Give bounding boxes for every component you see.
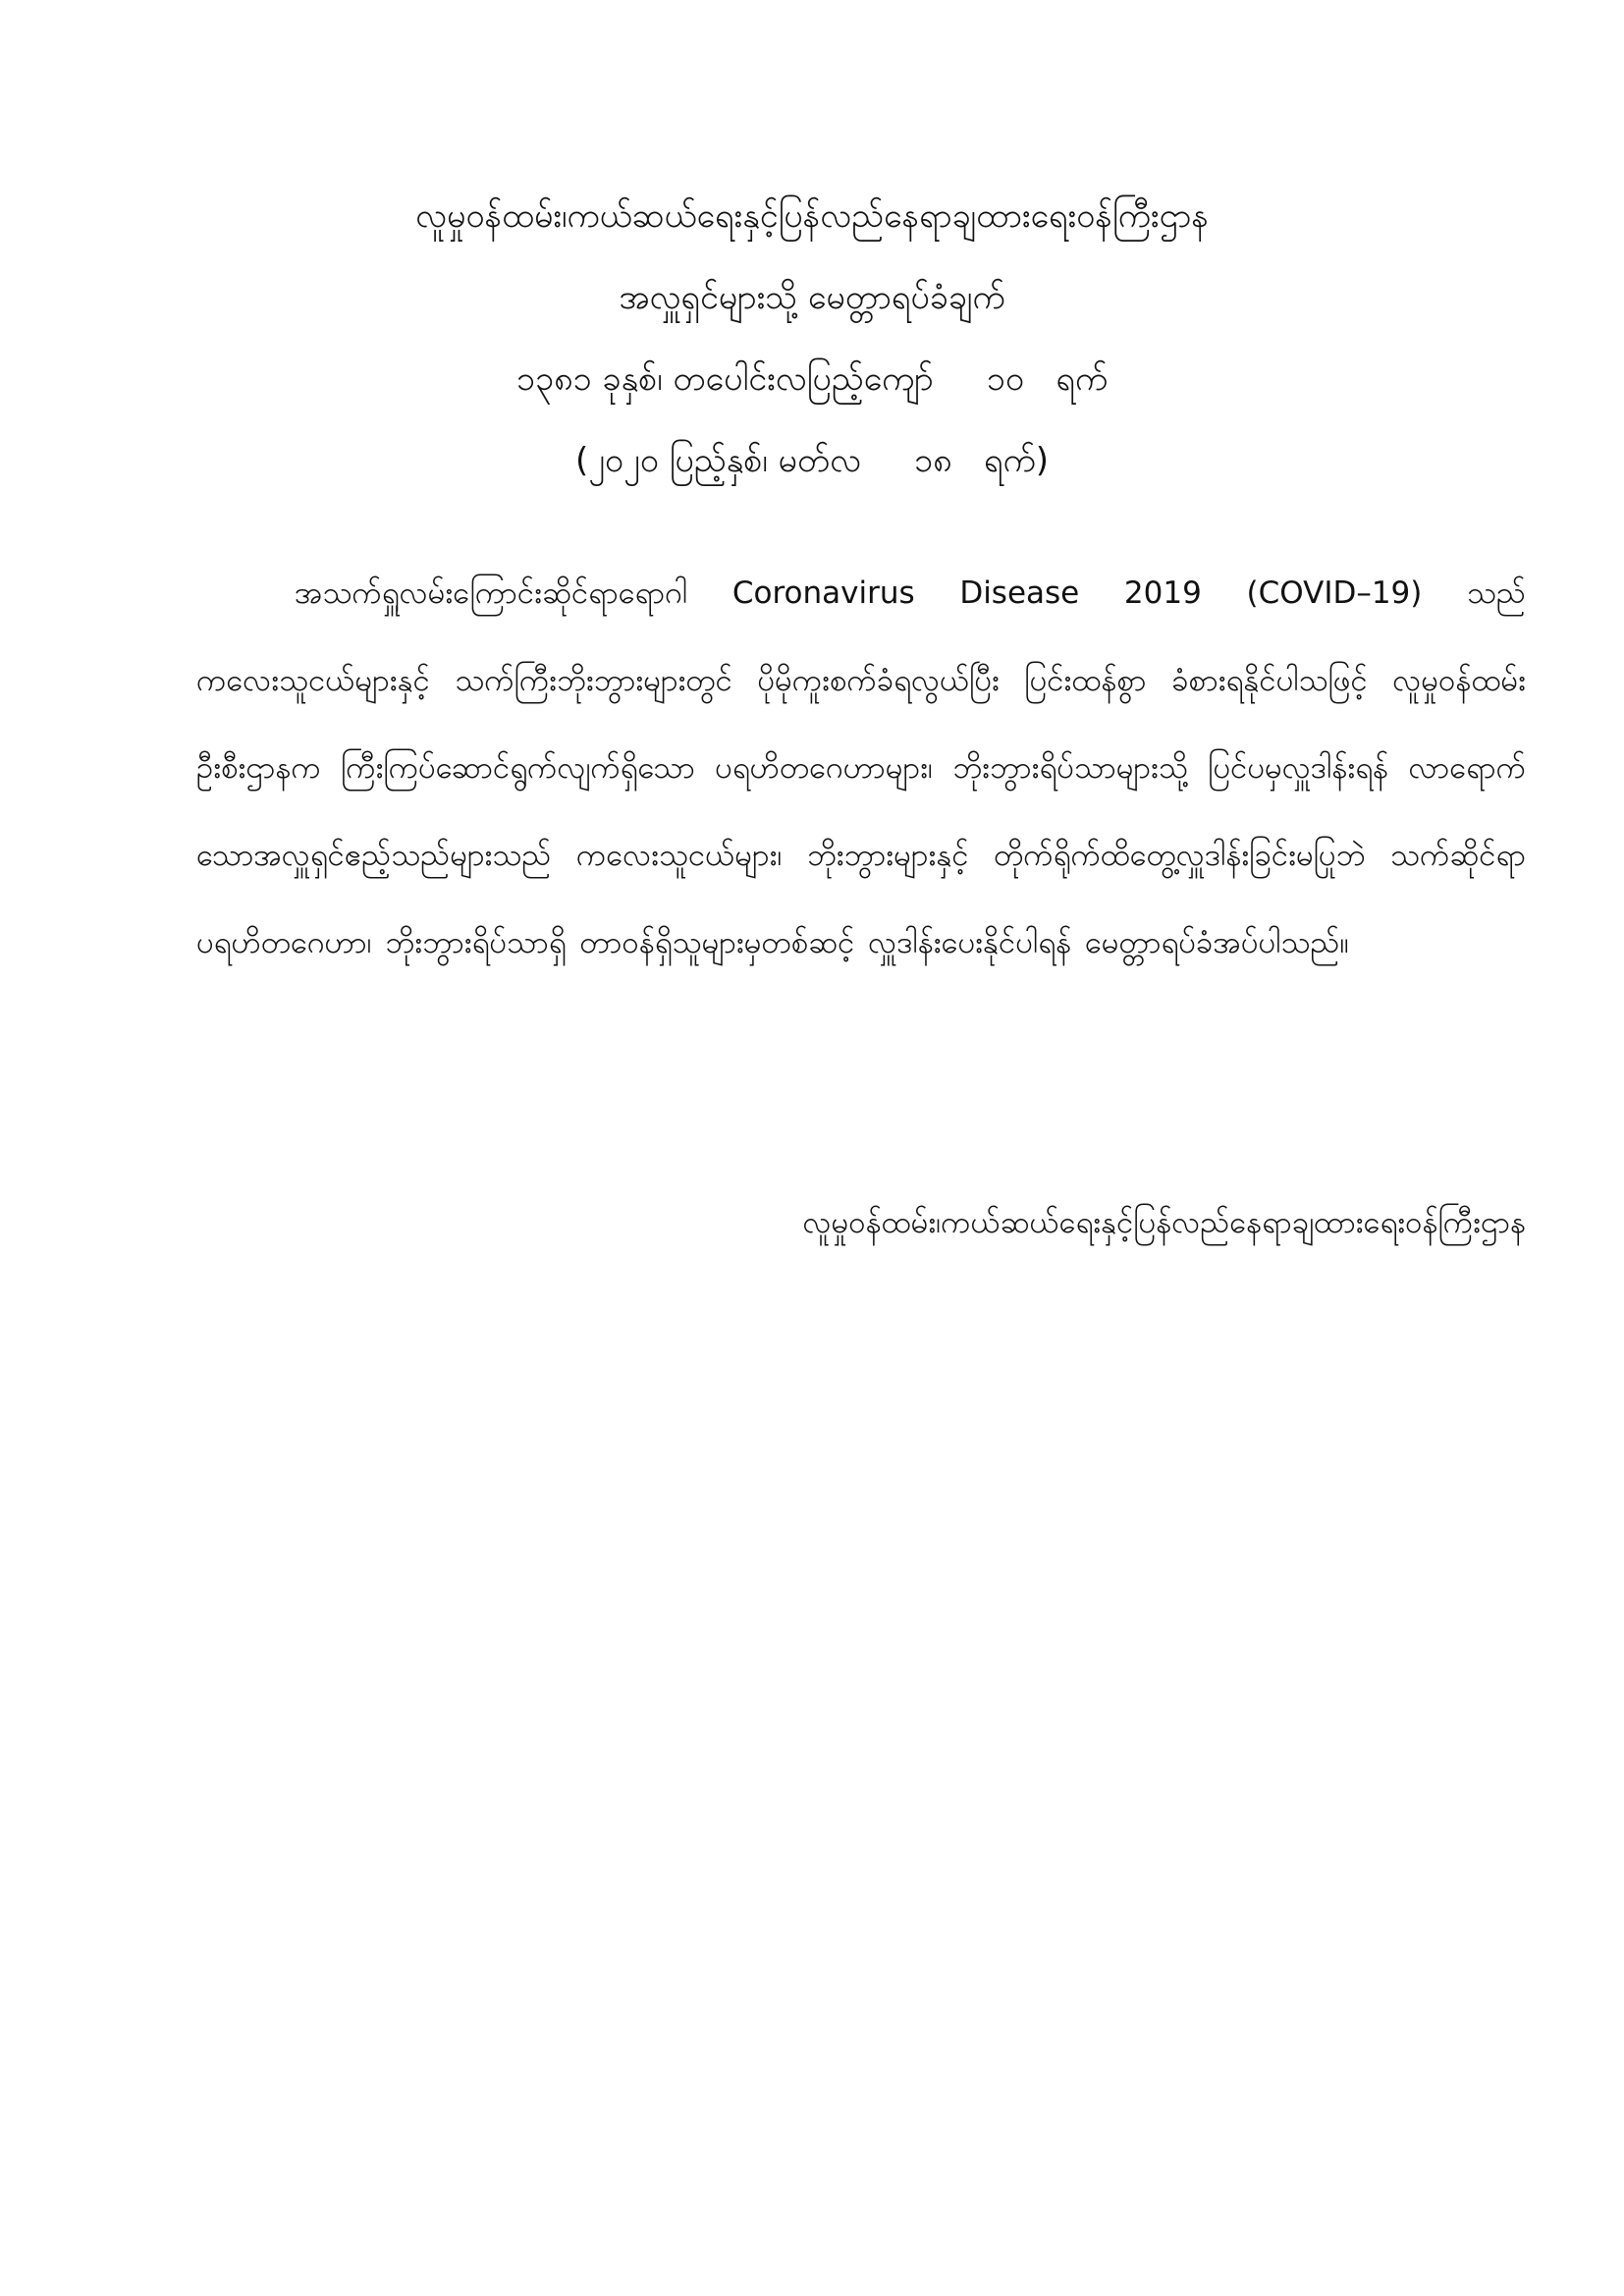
document-body	[196, 550, 1526, 987]
signature-block: လူမှုဝန်ထမ်း၊ကယ်ဆယ်ရေးနှင့်ပြန်လည်နေရာချထားရေးဝန်ကြီးဌာန	[802, 1205, 1526, 1240]
ministry-title: လူမှုဝန်ထမ်း၊ကယ်ဆယ်ရေးနှင့်ပြန်လည်နေရာချထားရေးဝန်ကြီးဌာန	[415, 196, 1209, 236]
document-header	[196, 196, 1428, 522]
appeal-paragraph: အသက်ရှူလမ်းကြောင်းဆိုင်ရာရောဂါ Coronavirus Disease 2019 (COVID–19) သည် ကလေးသူငယ်များနှင့် သက်ကြီးဘိုးဘွားများတွင် ပိုမိုကူးစက်ခံရလွယ်ပြီး ပြင်းထန်စွာ ခံစားရနိုင်ပါသဖြင့် လူမှုဝန်ထမ်းဦးစီးဌာနက ကြီးကြပ်ဆောင်ရွက်လျက်ရှိသော ပရဟိတဂေဟာများ၊ ဘိုးဘွားရိပ်သာများသို့ ပြင်ပမှလှူဒါန်းရန် လာရောက်သောအလှူရှင်ဧည့်သည်များသည် ကလေးသူငယ်များ၊ ဘိုးဘွားများနှင့် တိုက်ရိုက်ထိတွေ့လှူဒါန်းခြင်းမပြုဘဲ သက်ဆိုင်ရာ ပရဟိတဂေဟာ၊ ဘိုးဘွားရိပ်သာရှိ တာဝန်ရှိသူများမှတစ်ဆင့် လှူဒါန်းပေးနိုင်ပါရန် မေတ္တာရပ်ခံအပ်ပါသည်။	[196, 575, 1526, 960]
gregorian-date: (၂၀၂၀ ပြည့်နှစ်၊ မတ်လ ၁၈ ရက်)	[574, 441, 1050, 480]
myanmar-date: ၁၃၈၁ ခုနှစ်၊ တပေါင်းလပြည့်ကျော် ၁၀ ရက်	[515, 359, 1109, 399]
subject-title: အလှူရှင်များသို့ မေတ္တာရပ်ခံချက်	[619, 278, 1005, 317]
